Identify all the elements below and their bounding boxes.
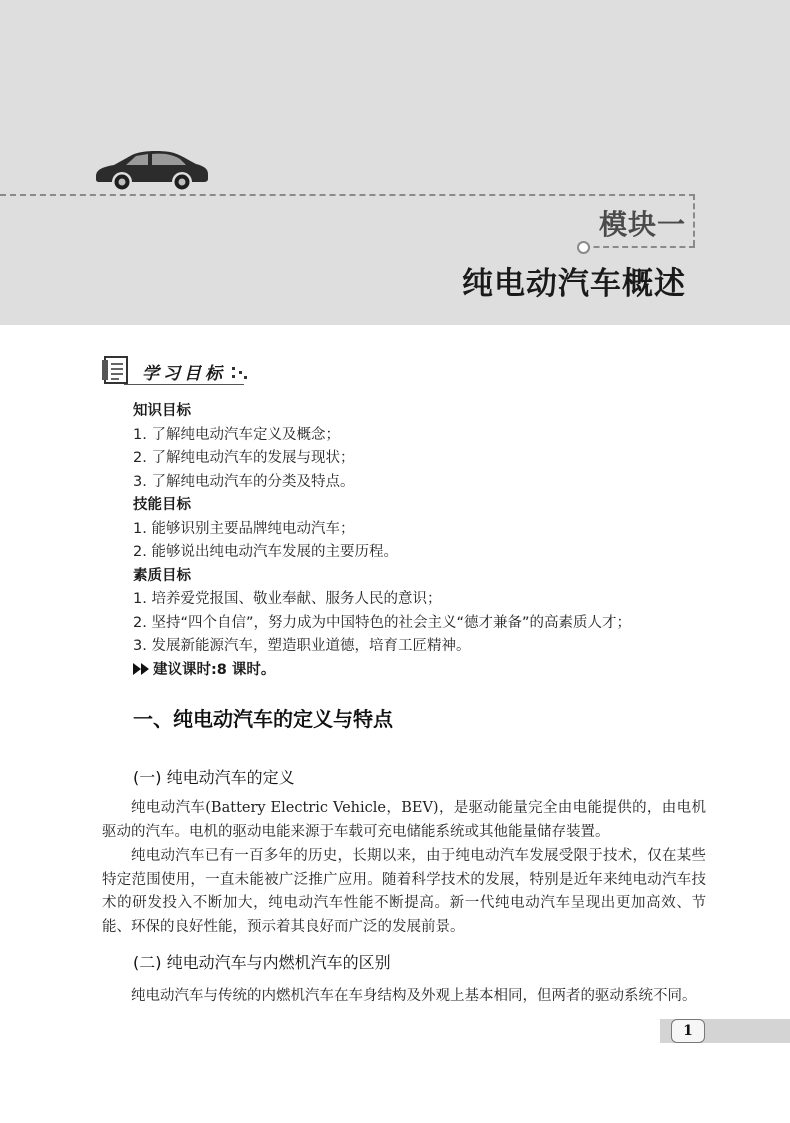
suggested-hours-text: 建议课时:8 课时。	[153, 661, 276, 678]
knowledge-goals-title: 知识目标	[133, 403, 191, 419]
subsection-title-definition: (一) 纯电动汽车的定义	[133, 768, 295, 787]
objectives-label: 学习目标	[142, 364, 226, 384]
list-item: 1. 能够识别主要品牌纯电动汽车；	[133, 520, 355, 537]
paragraph-difference: 纯电动汽车与传统的内燃机汽车在车身结构及外观上基本相同，但两者的驱动系统不同。	[131, 988, 697, 1004]
list-item: 2. 了解纯电动汽车的发展与现状；	[133, 450, 355, 466]
dots-decoration-icon	[230, 365, 248, 381]
suggested-hours	[133, 659, 713, 683]
skill-goals-title: 技能目标	[133, 497, 191, 513]
page-number: 1	[671, 1019, 705, 1043]
list-item: 3. 了解纯电动汽车的分类及特点。	[133, 473, 355, 490]
header-dashed-underline	[584, 246, 695, 248]
notebook-icon	[102, 355, 132, 385]
list-item: 1. 培养爱党报国、敬业奉献、服务人民的意识；	[133, 591, 442, 607]
list-item: 1. 了解纯电动汽车定义及概念；	[133, 426, 340, 443]
quality-goals-title: 素质目标	[133, 567, 191, 584]
header-dot	[577, 241, 590, 254]
header-dashed-corner	[693, 194, 695, 246]
car-icon	[92, 146, 210, 190]
module-title: 纯电动汽车概述	[462, 266, 686, 302]
subsection-title-difference: (二) 纯电动汽车与内燃机汽车的区别	[133, 953, 391, 972]
header-dashed-line	[0, 194, 695, 196]
double-arrow-icon	[133, 663, 151, 675]
section-title: 一、纯电动汽车的定义与特点	[133, 707, 393, 731]
paragraph-history: 纯电动汽车已有一百多年的历史，长期以来，由于纯电动汽车发展受限于技术，仅在某些特定范围使用，一直未能被广泛推广应用。随着科学技术的发展，特别是近年来纯电动汽车技术的研发投入不断加大，纯电动汽车性能不断提高。新一代纯电动汽车呈现出更加高效、节能、环保的良好性能，预示着其良好而广泛的发展前景。	[102, 848, 706, 935]
list-item: 2. 能够说出纯电动汽车发展的主要历程。	[133, 544, 398, 560]
objectives-heading	[102, 355, 262, 387]
list-item: 2. 坚持“四个自信”，努力成为中国特色的社会主义“德才兼备”的高素质人才；	[133, 614, 631, 631]
objectives-list	[133, 400, 713, 682]
chapter-header	[0, 0, 790, 325]
module-number: 模块一	[598, 208, 686, 241]
objectives-underline	[124, 384, 244, 385]
paragraph-definition: 纯电动汽车(Battery Electric Vehicle，BEV)，是驱动能量完全由电能提供的，由电机驱动的汽车。电机的驱动电能来源于车载可充电储能系统或其他能量储存装置。	[102, 800, 706, 840]
list-item: 3. 发展新能源汽车，塑造职业道德，培育工匠精神。	[133, 638, 471, 654]
